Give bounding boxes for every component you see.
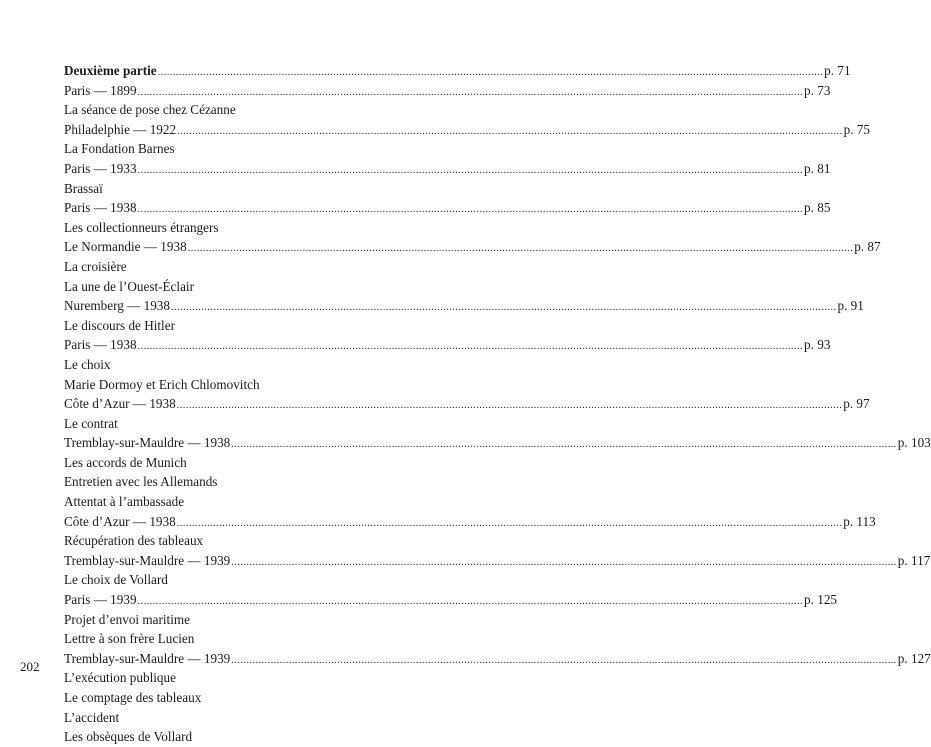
toc-entry bbox=[64, 277, 423, 297]
toc-entry-with-page bbox=[64, 394, 870, 414]
entry-title: La Fondation Barnes bbox=[64, 141, 175, 157]
entry-page-number: p. 85 bbox=[804, 200, 831, 216]
dot-leader: ............................................................................................................................................................................................................................ bbox=[187, 243, 854, 255]
entry-page-number: p. 103 bbox=[897, 435, 931, 451]
dot-leader: ............................................................................................................................................................................................................................ bbox=[157, 67, 824, 78]
entry-title: Paris — 1938 bbox=[64, 337, 137, 353]
entry-title: Brassaï bbox=[64, 180, 103, 196]
toc-entry-with-page bbox=[64, 433, 931, 453]
entry-title: Le comptage des tableaux bbox=[64, 690, 202, 705]
dot-leader: ............................................................................................................................................................................................................................ bbox=[177, 125, 843, 137]
entry-title: Tremblay-sur-Mauldre — 1939 bbox=[64, 552, 231, 568]
toc-entry-with-page bbox=[64, 590, 837, 610]
toc-entry bbox=[64, 218, 423, 238]
entry-title: Paris — 1933 bbox=[64, 160, 137, 176]
entry-title: Les obsèques de Vollard bbox=[64, 729, 193, 745]
toc-entry bbox=[64, 492, 423, 512]
entry-page-number: p. 81 bbox=[804, 160, 831, 176]
toc-entry-with-page bbox=[64, 81, 831, 101]
entry-title: Les accords de Munich bbox=[64, 454, 187, 470]
entry-title: Projet d’envoi maritime bbox=[64, 611, 190, 627]
toc-entry-with-page bbox=[64, 237, 881, 257]
toc-entry-with-page bbox=[64, 335, 831, 355]
entry-page-number: p. 71 bbox=[824, 63, 851, 78]
toc-entry bbox=[64, 531, 423, 551]
entry-page-number: p. 113 bbox=[843, 513, 876, 529]
toc-entry bbox=[64, 139, 423, 159]
toc-entry-with-page bbox=[64, 551, 931, 571]
toc-entry bbox=[64, 100, 423, 120]
toc-entry bbox=[64, 375, 423, 395]
entry-page-number: p. 117 bbox=[897, 552, 931, 568]
entry-title: Récupération des tableaux bbox=[64, 533, 204, 549]
toc-entry-with-page bbox=[64, 120, 870, 140]
entry-title: Paris — 1939 bbox=[64, 592, 137, 608]
entry-title: Le choix bbox=[64, 356, 111, 372]
entry-title: Marie Dormoy et Erich Chlomovitch bbox=[64, 376, 260, 392]
toc-entry bbox=[64, 472, 423, 492]
entry-page-number: p. 125 bbox=[804, 592, 837, 608]
toc-entry bbox=[64, 610, 423, 630]
dot-leader: ............................................................................................................................................................................................................................ bbox=[137, 86, 804, 98]
toc-entry bbox=[64, 316, 423, 336]
toc-entry-with-page bbox=[64, 296, 864, 316]
dot-leader: ............................................................................................................................................................................................................................ bbox=[137, 341, 804, 353]
table-of-contents bbox=[64, 61, 931, 747]
toc-entry bbox=[64, 257, 423, 277]
entry-title: Les collectionneurs étrangers bbox=[64, 219, 219, 235]
entry-page-number: p. 73 bbox=[804, 82, 831, 98]
dot-leader: ............................................................................................................................................................................................................................ bbox=[231, 654, 897, 666]
entry-page-number: p. 127 bbox=[897, 650, 931, 666]
entry-title: La une de l’Ouest-Éclair bbox=[64, 278, 194, 294]
entry-title: Côte d’Azur — 1938 bbox=[64, 513, 176, 529]
entry-title: La croisière bbox=[64, 258, 127, 274]
entry-title: Le discours de Hitler bbox=[64, 317, 175, 333]
dot-leader: ............................................................................................................................................................................................................................ bbox=[170, 302, 837, 314]
entry-title: Philadelphie — 1922 bbox=[64, 121, 177, 137]
entry-title: La séance de pose chez Cézanne bbox=[64, 102, 236, 118]
entry-title: Tremblay-sur-Mauldre — 1939 bbox=[64, 650, 231, 666]
entry-page-number: p. 97 bbox=[843, 396, 870, 412]
dot-leader: ............................................................................................................................................................................................................................ bbox=[231, 439, 897, 451]
entry-title: Le Normandie — 1938 bbox=[64, 239, 187, 255]
toc-entry bbox=[64, 688, 423, 708]
entry-page-number: p. 75 bbox=[843, 121, 870, 137]
entry-title: Nuremberg — 1938 bbox=[64, 298, 170, 314]
entry-title: L’exécution publique bbox=[64, 670, 176, 686]
entry-title: Lettre à son frère Lucien bbox=[64, 631, 195, 647]
toc-entry-with-page bbox=[64, 159, 831, 179]
dot-leader: ............................................................................................................................................................................................................................ bbox=[176, 517, 843, 529]
entry-title: Tremblay-sur-Mauldre — 1938 bbox=[64, 435, 231, 451]
entry-title: Le contrat bbox=[64, 415, 118, 431]
toc-entry-with-page bbox=[64, 649, 931, 669]
toc-entry bbox=[64, 179, 423, 199]
toc-entry bbox=[64, 708, 423, 728]
toc-entry bbox=[64, 727, 423, 747]
toc-entry-with-page bbox=[64, 198, 831, 218]
toc-entry bbox=[64, 355, 423, 375]
dot-leader: ............................................................................................................................................................................................................................ bbox=[137, 204, 804, 216]
toc-entry bbox=[64, 668, 423, 688]
entry-title: Entretien avec les Allemands bbox=[64, 474, 218, 490]
page-number: 202 bbox=[20, 659, 40, 674]
part-heading bbox=[64, 61, 851, 81]
entry-page-number: p. 87 bbox=[854, 239, 881, 255]
entry-title: Deuxième partie bbox=[64, 63, 157, 78]
toc-entry bbox=[64, 570, 423, 590]
entry-title: Le choix de Vollard bbox=[64, 572, 168, 588]
entry-title: Côte d’Azur — 1938 bbox=[64, 396, 176, 412]
entry-page-number: p. 93 bbox=[804, 337, 831, 353]
dot-leader: ............................................................................................................................................................................................................................ bbox=[176, 400, 843, 412]
entry-title: Attentat à l’ambassade bbox=[64, 494, 185, 510]
entry-title: L’accident bbox=[64, 709, 120, 725]
toc-entry bbox=[64, 414, 423, 434]
entry-title: Paris — 1899 bbox=[64, 82, 137, 98]
toc-entry-with-page bbox=[64, 512, 876, 532]
dot-leader: ............................................................................................................................................................................................................................ bbox=[137, 596, 804, 608]
dot-leader: ............................................................................................................................................................................................................................ bbox=[137, 164, 804, 176]
entry-page-number: p. 91 bbox=[837, 298, 864, 314]
dot-leader: ............................................................................................................................................................................................................................ bbox=[231, 556, 897, 568]
entry-title: Paris — 1938 bbox=[64, 200, 137, 216]
toc-entry bbox=[64, 629, 423, 649]
toc-entry bbox=[64, 453, 423, 473]
